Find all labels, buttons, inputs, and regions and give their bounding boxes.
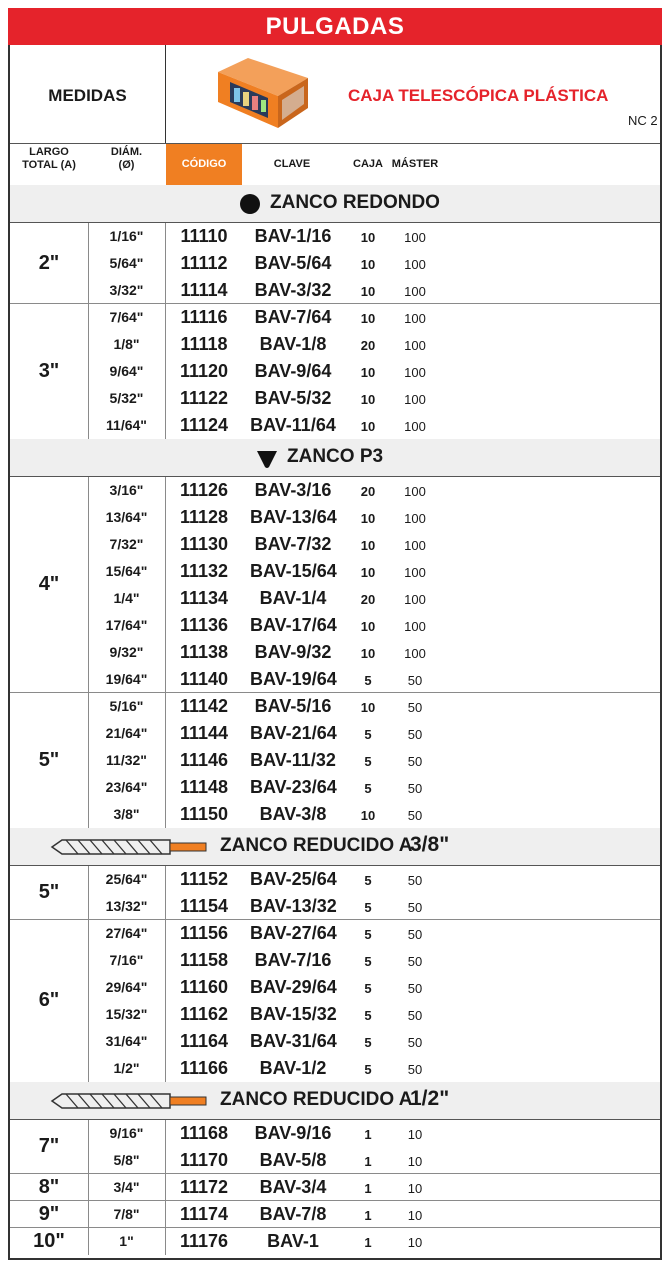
diameter-cell: 1/2": [113, 1060, 140, 1076]
caja-cell: 10: [360, 511, 376, 526]
master-cell: 50: [407, 900, 423, 915]
clave-cell: BAV-19/64: [250, 669, 337, 689]
length-cell: 2": [38, 251, 60, 274]
section-label: ZANCO REDONDO: [270, 192, 440, 213]
master-cell: 50: [407, 1062, 423, 1077]
col-largo-line2: TOTAL (A): [22, 159, 76, 171]
length-cell: 8": [38, 1175, 60, 1198]
diameter-cell: 11/64": [106, 417, 147, 433]
master-cell: 100: [404, 538, 426, 553]
clave-cell: BAV-7/64: [254, 307, 332, 327]
master-cell: 50: [407, 1035, 423, 1050]
master-cell: 10: [407, 1127, 423, 1142]
master-cell: 50: [407, 1008, 423, 1023]
diameter-cell: 9/64": [109, 363, 144, 379]
clave-cell: BAV-9/32: [254, 642, 332, 662]
code-cell: 11124: [179, 415, 229, 435]
section-rule: [10, 222, 660, 223]
caja-cell: 1: [364, 1154, 372, 1169]
clave-cell: BAV-7/32: [254, 534, 332, 554]
diameter-cell: 23/64": [105, 779, 148, 795]
code-cell: 11172: [179, 1177, 229, 1197]
code-cell: 11168: [179, 1123, 229, 1143]
diameter-cell: 9/32": [109, 644, 144, 660]
code-cell: 11162: [179, 1004, 229, 1024]
clave-cell: BAV-3/32: [254, 280, 332, 300]
caja-cell: 10: [360, 284, 376, 299]
diameter-cell: 19/64": [105, 671, 148, 687]
caja-cell: 10: [360, 646, 376, 661]
col-diam-line1: DIÁM.: [110, 146, 143, 158]
code-cell: 11158: [179, 950, 229, 970]
code-cell: 11126: [179, 480, 229, 500]
col-clave-label: CLAVE: [273, 158, 311, 170]
package-code: NC 2: [628, 113, 658, 128]
caja-cell: 10: [360, 700, 376, 715]
package-name: CAJA TELESCÓPICA PLÁSTICA: [348, 86, 609, 105]
code-cell: 11150: [179, 804, 229, 824]
clave-cell: BAV-21/64: [250, 723, 337, 743]
caja-cell: 1: [364, 1181, 372, 1196]
clave-cell: BAV-11/32: [250, 750, 336, 770]
diameter-cell: 5/8": [113, 1152, 140, 1168]
clave-cell: BAV-15/64: [250, 561, 337, 581]
clave-cell: BAV-31/64: [250, 1031, 337, 1051]
caja-cell: 5: [364, 900, 372, 915]
caja-cell: 5: [364, 754, 372, 769]
diameter-cell: 5/32": [109, 390, 144, 406]
code-cell: 11110: [180, 226, 228, 246]
length-cell: 10": [33, 1229, 65, 1252]
length-cell: 3": [38, 359, 60, 382]
code-cell: 11164: [179, 1031, 229, 1051]
diameter-cell: 7/8": [113, 1206, 140, 1222]
master-cell: 10: [407, 1208, 423, 1223]
code-cell: 11116: [180, 307, 228, 327]
group-rule: [10, 1200, 660, 1201]
col-diam-line2: (Ø): [118, 159, 135, 171]
medidas-label: MEDIDAS: [48, 86, 127, 105]
code-cell: 11154: [179, 896, 229, 916]
caja-cell: 10: [360, 419, 376, 434]
p3-shank-icon: [255, 446, 279, 470]
caja-cell: 5: [364, 781, 372, 796]
code-cell: 11132: [179, 561, 229, 581]
diameter-cell: 5/64": [109, 255, 144, 271]
group-divider: [88, 920, 89, 1082]
diameter-cell: 15/64": [105, 563, 148, 579]
clave-cell: BAV-7/8: [259, 1204, 327, 1224]
code-cell: 11160: [179, 977, 229, 997]
master-cell: 100: [404, 646, 426, 661]
clave-cell: BAV-25/64: [250, 869, 337, 889]
master-cell: 100: [404, 392, 426, 407]
clave-cell: BAV-15/32: [250, 1004, 337, 1024]
group-rule: [10, 692, 660, 693]
caja-cell: 1: [364, 1235, 372, 1250]
master-cell: 10: [407, 1181, 423, 1196]
group-rule: [10, 1173, 660, 1174]
master-cell: 50: [407, 981, 423, 996]
diameter-cell: 1/4": [113, 590, 140, 606]
clave-cell: BAV-17/64: [250, 615, 337, 635]
diameter-cell: 29/64": [105, 979, 148, 995]
diameter-cell: 3/32": [109, 282, 144, 298]
master-cell: 100: [404, 565, 426, 580]
master-cell: 50: [407, 873, 423, 888]
code-cell: 11120: [179, 361, 229, 381]
diameter-cell: 3/8": [113, 806, 140, 822]
master-cell: 50: [407, 673, 423, 688]
diameter-cell: 9/16": [109, 1125, 144, 1141]
master-cell: 50: [407, 954, 423, 969]
group-rule: [10, 1227, 660, 1228]
clave-cell: BAV-13/64: [250, 507, 337, 527]
caja-cell: 5: [364, 673, 372, 688]
diameter-cell: 21/64": [105, 725, 148, 741]
code-cell: 11146: [179, 750, 229, 770]
caja-cell: 5: [364, 1008, 372, 1023]
clave-cell: BAV-1/4: [259, 588, 327, 608]
master-cell: 100: [404, 592, 426, 607]
diameter-cell: 11/32": [106, 752, 147, 768]
caja-cell: 5: [364, 1035, 372, 1050]
master-cell: 50: [407, 754, 423, 769]
code-cell: 11170: [179, 1150, 229, 1170]
clave-cell: BAV-1: [267, 1231, 319, 1251]
clave-cell: BAV-9/16: [254, 1123, 332, 1143]
caja-cell: 1: [364, 1127, 372, 1142]
caja-cell: 20: [360, 484, 376, 499]
caja-cell: 10: [360, 365, 376, 380]
master-cell: 100: [404, 511, 426, 526]
diameter-cell: 17/64": [105, 617, 148, 633]
caja-cell: 20: [360, 338, 376, 353]
caja-cell: 10: [360, 257, 376, 272]
caja-cell: 5: [364, 954, 372, 969]
col-caja-label: CAJA: [353, 158, 383, 170]
diameter-cell: 3/16": [109, 482, 144, 498]
round-shank-icon: [238, 192, 262, 216]
col-diam-header: [88, 146, 165, 172]
group-rule: [10, 919, 660, 920]
clave-cell: BAV-3/4: [259, 1177, 327, 1197]
clave-cell: BAV-5/32: [254, 388, 332, 408]
master-cell: 100: [404, 230, 426, 245]
diameter-cell: 15/32": [105, 1006, 148, 1022]
diameter-cell: 13/64": [105, 509, 148, 525]
code-cell: 11114: [180, 280, 228, 300]
diameter-cell: 7/16": [109, 952, 144, 968]
master-cell: 100: [404, 257, 426, 272]
caja-cell: 10: [360, 230, 376, 245]
caja-cell: 5: [364, 981, 372, 996]
diameter-cell: 5/16": [109, 698, 144, 714]
diameter-cell: 31/64": [105, 1033, 148, 1049]
clave-cell: BAV-1/16: [254, 226, 332, 246]
section-label: ZANCO REDUCIDO A: [220, 835, 413, 856]
master-cell: 100: [404, 619, 426, 634]
code-cell: 11112: [180, 253, 228, 273]
caja-cell: 5: [364, 873, 372, 888]
caja-cell: 1: [364, 1208, 372, 1223]
caja-cell: 5: [364, 1062, 372, 1077]
col-largo-header: [10, 146, 88, 172]
length-cell: 5": [38, 881, 60, 903]
caja-cell: 5: [364, 727, 372, 742]
master-cell: 50: [407, 781, 423, 796]
diameter-cell: 1/16": [109, 228, 144, 244]
code-cell: 11128: [179, 507, 229, 527]
clave-cell: BAV-29/64: [250, 977, 337, 997]
clave-cell: BAV-5/8: [259, 1150, 327, 1170]
caja-cell: 10: [360, 392, 376, 407]
section-label-fraction: 1/2": [410, 1087, 450, 1110]
master-cell: 50: [407, 727, 423, 742]
master-cell: 100: [404, 311, 426, 326]
drill-bit-icon: [48, 1089, 208, 1113]
col-codigo-label: CÓDIGO: [181, 158, 227, 170]
master-cell: 100: [404, 484, 426, 499]
length-cell: 5": [38, 748, 60, 771]
code-cell: 11174: [179, 1204, 229, 1224]
clave-cell: BAV-1/2: [259, 1058, 327, 1078]
master-cell: 10: [407, 1154, 423, 1169]
diameter-cell: 1": [119, 1233, 134, 1249]
diameter-cell: 1/8": [113, 336, 140, 352]
length-cell: 4": [38, 573, 60, 595]
code-cell: 11142: [179, 696, 229, 716]
section-rule: [10, 476, 660, 477]
length-cell: 6": [38, 989, 60, 1011]
col-largo-line1: LARGO: [29, 146, 69, 158]
code-cell: 11138: [179, 642, 229, 662]
col-master-label: MÁSTER: [391, 158, 439, 170]
clave-cell: BAV-3/8: [259, 804, 327, 824]
section-label: ZANCO REDUCIDO A: [220, 1089, 413, 1110]
drill-bit-icon: [48, 835, 208, 859]
clave-cell: BAV-5/16: [254, 696, 332, 716]
master-cell: 100: [404, 419, 426, 434]
clave-cell: BAV-27/64: [250, 923, 337, 943]
section-rule: [10, 865, 660, 866]
clave-cell: BAV-5/64: [254, 253, 332, 273]
section-label-fraction: 3/8": [410, 833, 450, 856]
diameter-cell: 13/32": [105, 898, 148, 914]
page-title: PULGADAS: [8, 8, 662, 45]
caja-cell: 20: [360, 592, 376, 607]
package-image: [208, 52, 318, 132]
caja-cell: 10: [360, 619, 376, 634]
code-cell: 11118: [180, 334, 228, 354]
length-cell: 9": [38, 1202, 60, 1225]
clave-cell: BAV-9/64: [254, 361, 332, 381]
code-cell: 11166: [179, 1058, 229, 1078]
clave-cell: BAV-3/16: [254, 480, 332, 500]
clave-cell: BAV-1/8: [259, 334, 327, 354]
header-divider: [165, 45, 166, 143]
code-cell: 11148: [179, 777, 229, 797]
master-cell: 10: [407, 1235, 423, 1250]
code-cell: 11136: [179, 615, 229, 635]
caja-cell: 10: [360, 311, 376, 326]
code-cell: 11144: [179, 723, 229, 743]
master-cell: 100: [404, 365, 426, 380]
master-cell: 50: [407, 808, 423, 823]
master-cell: 50: [407, 700, 423, 715]
code-cell: 11156: [179, 923, 229, 943]
header-rule: [10, 143, 660, 144]
section-label: ZANCO P3: [287, 446, 384, 467]
code-cell: 11176: [179, 1231, 229, 1251]
master-cell: 50: [407, 927, 423, 942]
code-cell: 11152: [179, 869, 229, 889]
caja-cell: 10: [360, 808, 376, 823]
master-cell: 100: [404, 284, 426, 299]
clave-cell: BAV-23/64: [250, 777, 337, 797]
code-cell: 11130: [179, 534, 229, 554]
diameter-cell: 3/4": [113, 1179, 140, 1195]
caja-cell: 5: [364, 927, 372, 942]
length-cell: 7": [38, 1135, 60, 1157]
group-rule: [10, 303, 660, 304]
code-cell: 11140: [179, 669, 229, 689]
clave-cell: BAV-13/32: [250, 896, 337, 916]
diameter-cell: 25/64": [105, 871, 148, 887]
master-cell: 100: [404, 338, 426, 353]
code-cell: 11134: [179, 588, 229, 608]
diameter-cell: 7/32": [109, 536, 144, 552]
section-rule: [10, 1119, 660, 1120]
clave-cell: BAV-7/16: [254, 950, 332, 970]
diameter-cell: 27/64": [105, 925, 148, 941]
clave-cell: BAV-11/64: [250, 415, 336, 435]
caja-cell: 10: [360, 565, 376, 580]
code-cell: 11122: [179, 388, 229, 408]
caja-cell: 10: [360, 538, 376, 553]
diameter-cell: 7/64": [109, 309, 144, 325]
